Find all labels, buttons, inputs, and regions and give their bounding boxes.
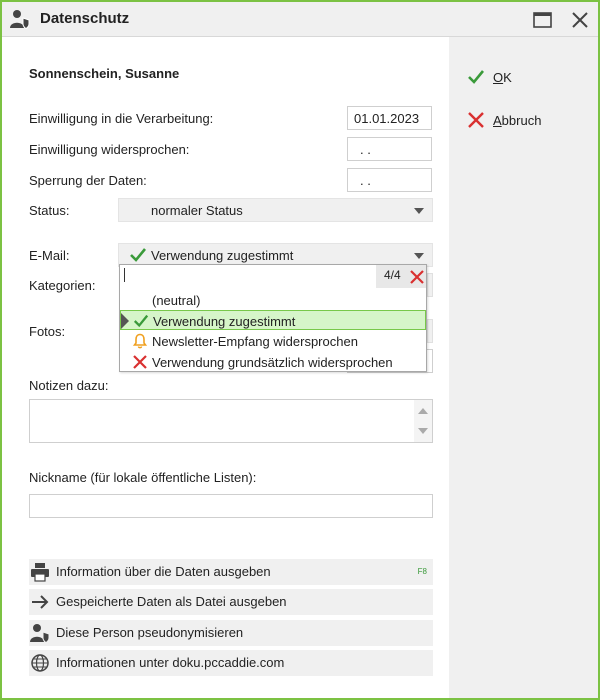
status-select[interactable]	[118, 198, 433, 222]
chevron-down-icon[interactable]	[414, 208, 424, 214]
nickname-label: Nickname (für lokale öffentliche Listen):	[29, 470, 257, 485]
ok-label: K	[503, 69, 512, 85]
docs-link-label: Informationen unter doku.pccaddie.com	[56, 655, 285, 670]
pseudonymize-label: Diese Person pseudonymisieren	[56, 625, 244, 640]
check-icon	[467, 69, 485, 85]
chevron-down-icon[interactable]	[414, 253, 424, 259]
objection-date-field[interactable]: . .	[347, 137, 432, 161]
bell-icon	[132, 333, 148, 349]
print-info-button[interactable]	[29, 559, 433, 585]
selection-marker-icon	[121, 313, 129, 329]
globe-icon	[29, 652, 51, 674]
status-value: normaler Status	[151, 203, 243, 218]
maximize-button[interactable]	[532, 9, 554, 31]
notes-textarea[interactable]	[29, 399, 433, 443]
docs-link-button[interactable]	[29, 650, 433, 676]
notes-label: Notizen dazu:	[29, 378, 109, 393]
side-panel	[449, 37, 598, 698]
person-shield-icon	[29, 622, 51, 644]
option-label: Verwendung zugestimmt	[153, 314, 296, 329]
dropdown-count: 4/4	[376, 265, 426, 288]
option-label: Newsletter-Empfang widersprochen	[152, 334, 358, 349]
dropdown-search-input[interactable]	[120, 265, 374, 287]
cancel-button[interactable]	[467, 108, 541, 132]
email-value: Verwendung zugestimmt	[151, 248, 294, 263]
cross-icon[interactable]	[410, 270, 424, 284]
pseudonymize-button[interactable]	[29, 620, 433, 646]
scroll-down-icon[interactable]	[418, 428, 428, 434]
dropdown-option-full-objection[interactable]	[120, 352, 426, 372]
person-name: Sonnenschein, Susanne	[29, 66, 180, 81]
close-button[interactable]	[569, 9, 591, 31]
option-label: Verwendung grundsätzlich widersprochen	[152, 355, 393, 370]
check-icon	[133, 313, 149, 329]
categories-field[interactable]	[427, 273, 433, 297]
option-label: (neutral)	[152, 293, 201, 308]
consent-date-field[interactable]: 01.01.2023	[347, 106, 432, 130]
cancel-mnemonic: A	[493, 112, 502, 128]
person-shield-icon	[9, 9, 31, 29]
dropdown-option-neutral[interactable]	[120, 290, 426, 310]
photos-field[interactable]	[427, 319, 433, 343]
title-bar	[2, 2, 598, 37]
text-caret	[124, 268, 125, 282]
cross-icon	[132, 354, 148, 370]
print-info-label: Information über die Daten ausgeben	[56, 564, 271, 579]
check-icon	[129, 247, 147, 263]
categories-label: Kategorien:	[29, 278, 96, 293]
consent-label: Einwilligung in die Verarbeitung:	[29, 111, 214, 126]
objection-label: Einwilligung widersprochen:	[29, 142, 190, 157]
arrow-right-icon	[29, 591, 51, 613]
printer-icon	[29, 561, 51, 583]
dropdown-option-consent[interactable]	[120, 310, 426, 330]
status-label: Status:	[29, 203, 70, 218]
cancel-label: bbruch	[501, 112, 542, 128]
export-file-label: Gespeicherte Daten als Datei ausgeben	[56, 594, 287, 609]
window-title: Datenschutz	[40, 10, 130, 27]
cross-icon	[467, 112, 485, 128]
email-dropdown-list	[119, 264, 427, 372]
export-file-button[interactable]	[29, 589, 433, 615]
scroll-up-icon[interactable]	[418, 408, 428, 414]
block-date-field[interactable]: . .	[347, 168, 432, 192]
hotkey-label: F8	[417, 567, 427, 576]
block-label: Sperrung der Daten:	[29, 173, 147, 188]
ok-mnemonic: O	[493, 69, 504, 85]
ok-button[interactable]	[467, 65, 512, 89]
dropdown-option-newsletter-objection[interactable]	[120, 331, 426, 351]
notes-scrollbar[interactable]	[414, 400, 432, 442]
email-label: E-Mail:	[29, 248, 70, 263]
nickname-field[interactable]	[29, 494, 433, 518]
photos-label: Fotos:	[29, 324, 66, 339]
